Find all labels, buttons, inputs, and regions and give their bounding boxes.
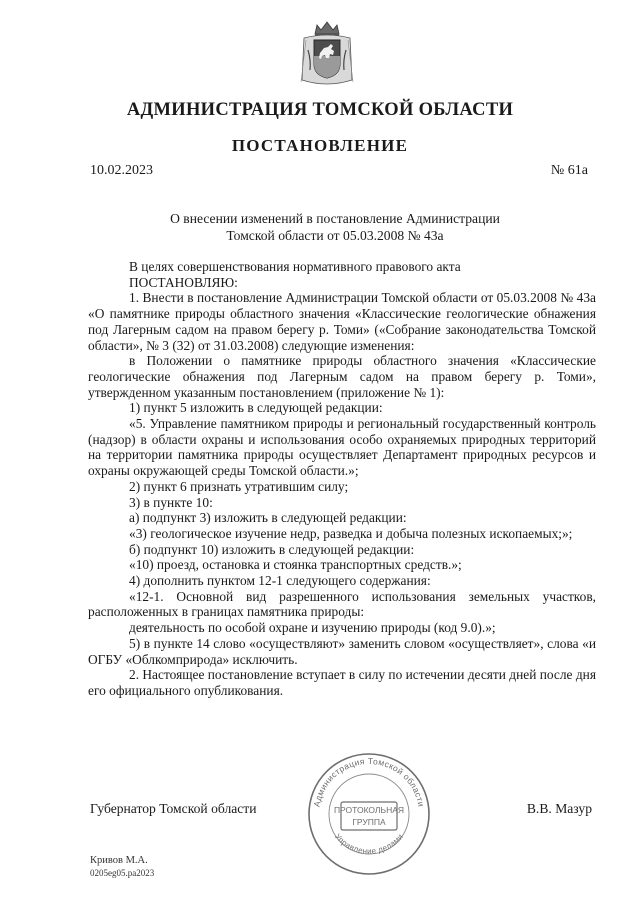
document-number: № 61а [550, 163, 588, 178]
paragraph-preamble: В целях совершенствования нормативного правового акта [129, 259, 461, 274]
document-subject [150, 210, 520, 244]
paragraph-clause-5-text: «5. Управление памятником природы и региональный государственный контроль (надзор) в области охраны и использования особо охраняемых природных территорий на территории памятника природы осуществляет Департамент природных ресурсов и охраны окружающей среды Томской области.»; [88, 416, 596, 479]
paragraph-clause-10: 3) в пункте 10: [129, 494, 213, 510]
paragraph-clause-12-1-code: деятельность по особой охране и изучению природы (код 9.0).»; [129, 620, 496, 636]
document-body [88, 259, 596, 699]
paragraph-subclause-b: б) подпункт 10) изложить в следующей редакции: [129, 541, 415, 557]
paragraph-clause-5: 1) пункт 5 изложить в следующей редакции: [129, 400, 383, 416]
executor-block [90, 855, 154, 879]
subject-line-1: О внесении изменений в постановление Администрации [170, 211, 500, 226]
paragraph-item-2: 2. Настоящее постановление вступает в силу по истечении десяти дней после дня его официального опубликования. [88, 667, 596, 698]
paragraph-clause-12-1: 4) дополнить пунктом 12-1 следующего содержания: [129, 573, 431, 589]
subject-line-2: Томской области от 05.03.2008 № 43а [226, 228, 444, 243]
stamp-center-line-2: ГРУППА [352, 817, 386, 827]
document-date: 10.02.2023 [90, 163, 153, 178]
organization-title: АДМИНИСТРАЦИЯ ТОМСКОЙ ОБЛАСТИ [126, 100, 514, 120]
executor-name: Кривов М.А. [90, 855, 148, 866]
coat-of-arms-emblem [298, 20, 356, 88]
document-type-heading: ПОСТАНОВЛЕНИЕ [231, 136, 409, 155]
paragraph-clause-6: 2) пункт 6 признать утратившим силу; [129, 478, 349, 494]
paragraph-subclause-3-text: «3) геологическое изучение недр, разведка и добыча полезных ископаемых;»; [129, 525, 573, 541]
signer-role: Губернатор Томской области [90, 801, 257, 816]
stamp-ring-text: Администрация Томской области [311, 755, 427, 808]
paragraph-clause-14: 5) в пункте 14 слово «осуществляют» заменить словом «осуществляет», слова «и ОГБУ «Облкомприрода» исключить. [88, 635, 596, 667]
stamp-center-line-1: ПРОТОКОЛЬНАЯ [333, 805, 405, 815]
paragraph-clause-12-1-text: «12-1. Основной вид разрешенного использования земельных участков, расположенных в границах памятника природы: [88, 588, 596, 620]
paragraph-regulation: в Положении о памятнике природы областного значения «Классические геологические обнажения под Лагерным садом на правом берегу р. Томи», утвержденном указанным постановлением (приложение № 1): [88, 353, 596, 400]
stamp-ring-bottom: Управление делами [332, 832, 406, 856]
paragraph-decree: ПОСТАНОВЛЯЮ: [129, 274, 238, 290]
svg-text:Администрация Томской области [312, 756, 427, 808]
paragraph-subclause-10-text: «10) проезд, остановка и стоянка транспортных средств.»; [129, 557, 462, 573]
signer-name: В.В. Мазур [526, 801, 592, 816]
paragraph-subclause-a: а) подпункт 3) изложить в следующей редакции: [129, 510, 407, 526]
executor-code: 0205eg05.ра2023 [90, 868, 155, 878]
svg-text:Управление делами [333, 832, 405, 856]
paragraph-item-1: 1. Внести в постановление Администрации Томской области от 05.03.2008 № 43а «О памятнике природы областного значения «Классические геологические обнажения под Лагерным садом на правом берегу р. Томи» («Собрание законодательства Томской области», № 3 (32) от 31.03.2008) следующие изменения: [88, 290, 596, 353]
protocol-stamp [305, 750, 433, 878]
